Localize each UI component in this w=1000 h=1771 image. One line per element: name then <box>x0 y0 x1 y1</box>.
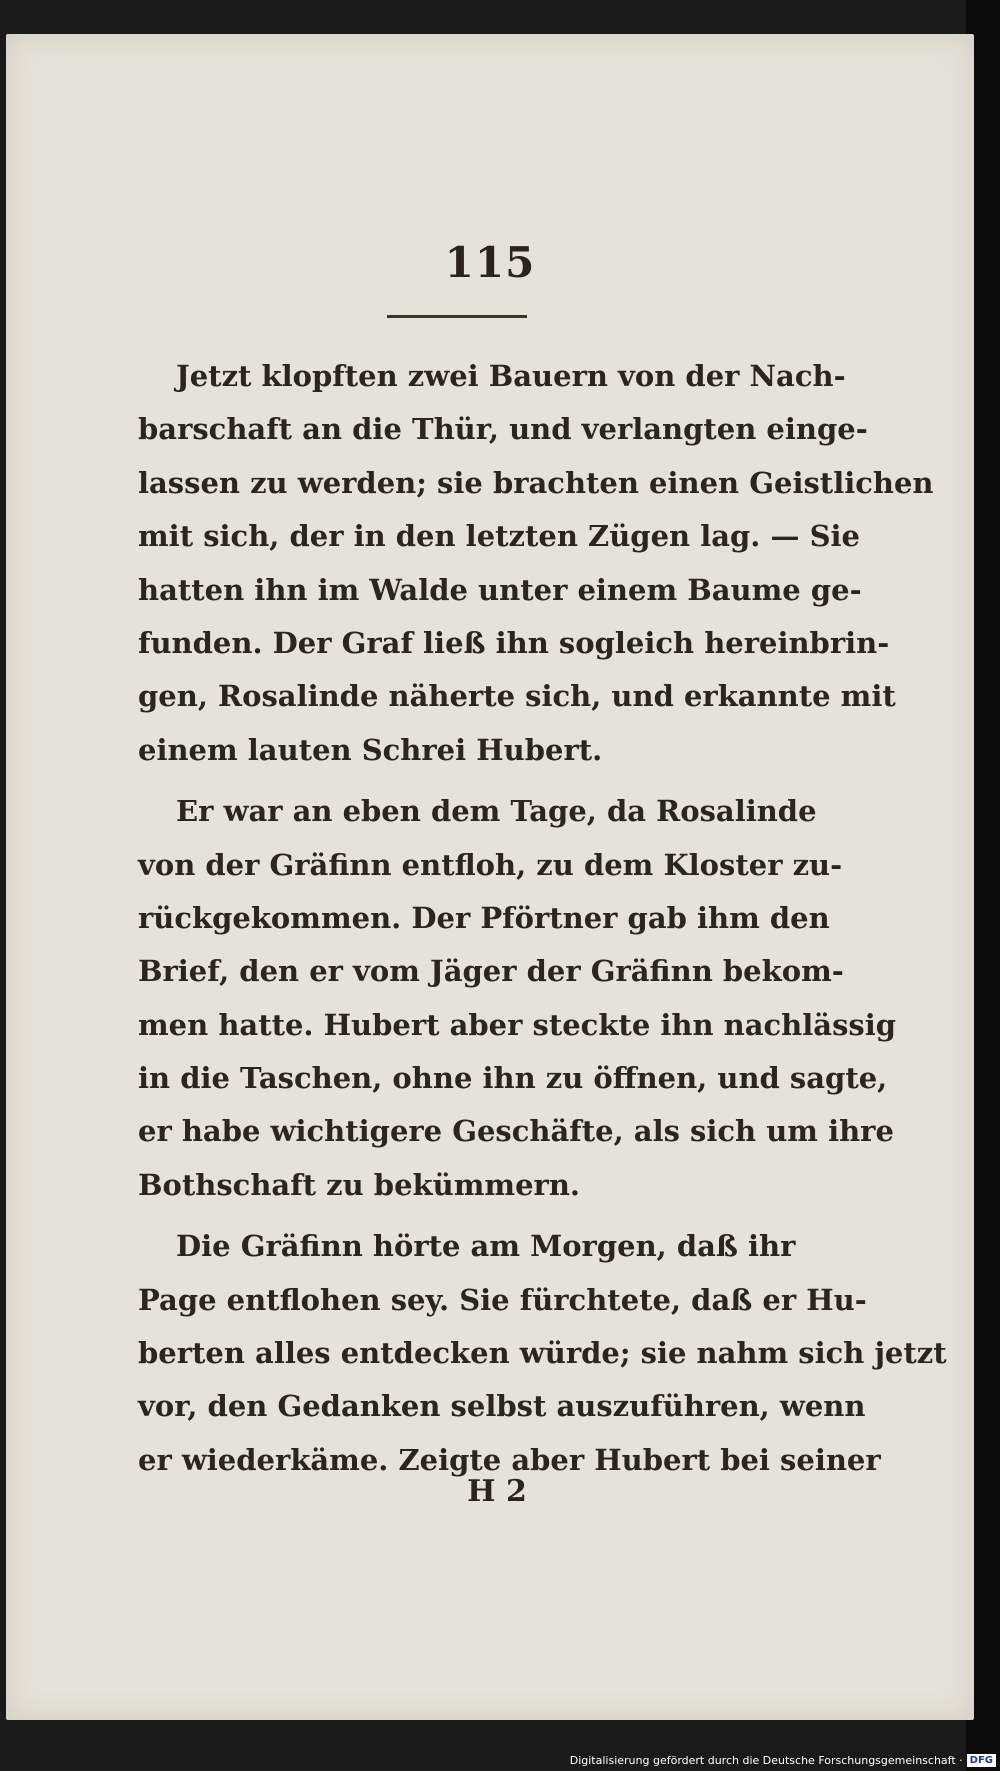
dfg-logo: DFG <box>967 1754 996 1767</box>
text-line: barschaft an die Thür, und verlangten einge- <box>138 412 868 447</box>
paragraph-2 <box>138 785 897 1212</box>
text-line: er habe wichtigere Geschäfte, als sich um ihre <box>138 1114 894 1149</box>
text-line: Brief, den er vom Jäger der Gräfinn bekom- <box>138 954 844 989</box>
text-line: Die Gräfinn hörte am Morgen, daß ihr <box>176 1229 796 1264</box>
text-line: vor, den Gedanken selbst auszuführen, wenn <box>138 1389 866 1424</box>
text-line: er wiederkäme. Zeigte aber Hubert bei seiner <box>138 1442 881 1477</box>
text-line: Bothschaft zu bekümmern. <box>138 1167 580 1202</box>
sheet-signature: H 2 <box>467 1474 527 1509</box>
body-text <box>138 350 947 1487</box>
header-rule <box>387 315 527 318</box>
text-line: Page entflohen sey. Sie fürchtete, daß er Hu- <box>138 1282 867 1317</box>
book-page <box>6 34 974 1720</box>
paragraph-3 <box>138 1220 947 1487</box>
text-line: rückgekommen. Der Pförtner gab ihm den <box>138 900 830 935</box>
text-line: in die Taschen, ohne ihn zu öffnen, und sagte, <box>138 1061 888 1096</box>
paragraph-1 <box>138 350 934 777</box>
text-line: berten alles entdecken würde; sie nahm sich jetzt <box>138 1336 947 1371</box>
credit-text: Digitalisierung gefördert durch die Deutsche Forschungsgemeinschaft · <box>569 1754 963 1767</box>
text-line: funden. Der Graf ließ ihn sogleich hereinbrin- <box>138 625 890 660</box>
digitization-credit <box>570 1754 996 1767</box>
text-line: lassen zu werden; sie brachten einen Geistlichen <box>138 465 934 500</box>
text-line: Jetzt klopften zwei Bauern von der Nach- <box>176 359 846 393</box>
text-line: hatten ihn im Walde unter einem Baume ge- <box>138 572 862 607</box>
text-line: gen, Rosalinde näherte sich, und erkannte mit <box>138 679 896 714</box>
text-line: einem lauten Schrei Hubert. <box>138 732 603 767</box>
text-line: von der Gräfinn entfloh, zu dem Kloster zu- <box>138 847 843 882</box>
page-number: 115 <box>444 238 536 287</box>
text-line: mit sich, der in den letzten Zügen lag. — Sie <box>138 519 860 554</box>
text-line: men hatte. Hubert aber steckte ihn nachlässig <box>138 1007 897 1042</box>
text-line: Er war an eben dem Tage, da Rosalinde <box>176 794 817 829</box>
